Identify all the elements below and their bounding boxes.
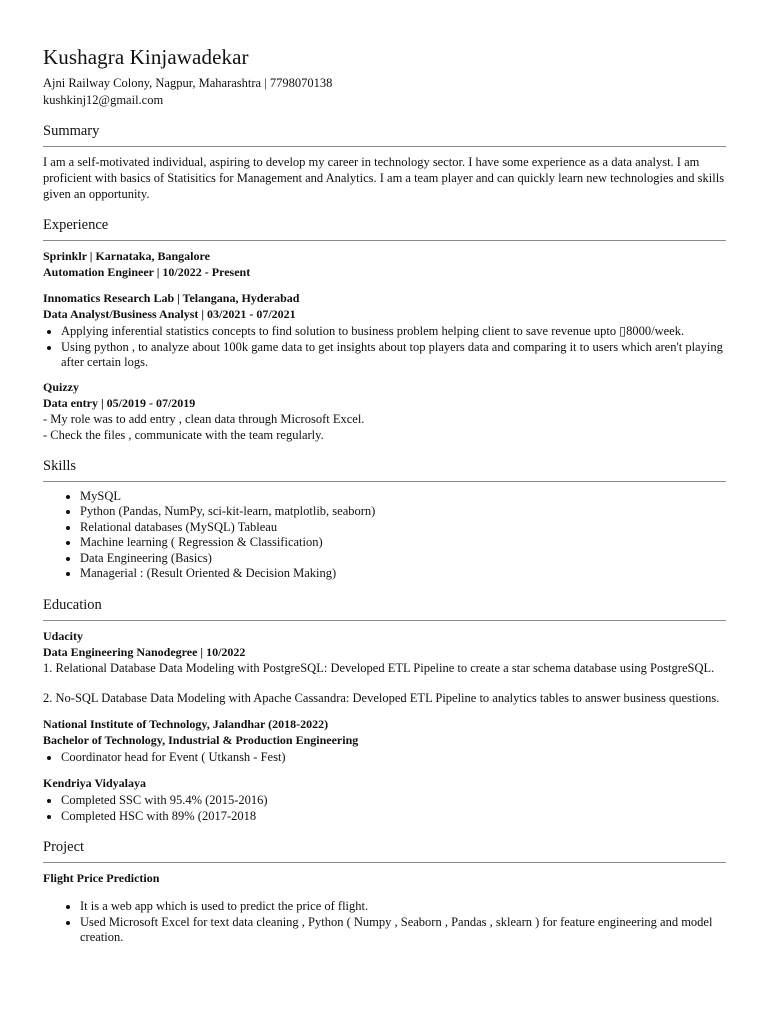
education-entry bbox=[43, 775, 726, 824]
job-company: Quizzy bbox=[43, 379, 79, 394]
project-heading: Project bbox=[43, 839, 85, 855]
education-bullet: • Completed SSC with 95.4% (2015-2016) bbox=[61, 793, 726, 809]
job-company: Sprinklr | Karnataka, Bangalore bbox=[43, 249, 210, 263]
degree-name: Bachelor of Technology, Industrial & Production Engineering bbox=[43, 732, 359, 747]
skills-list bbox=[43, 489, 726, 582]
education-section bbox=[43, 596, 726, 825]
project-bullet: • It is a web app which is used to predict the price of flight. bbox=[80, 899, 726, 915]
experience-section bbox=[43, 216, 726, 443]
candidate-name: Kushagra Kinjawadekar bbox=[43, 45, 249, 69]
education-bullets bbox=[43, 793, 726, 824]
job-line: - My role was to add entry , clean data through Microsoft Excel. bbox=[43, 411, 365, 426]
experience-heading: Experience bbox=[43, 217, 109, 233]
skill-item: • Python (Pandas, NumPy, sci-kit-learn, matplotlib, seaborn) bbox=[80, 504, 726, 520]
degree-name: Data Engineering Nanodegree | 10/2022 bbox=[43, 644, 246, 659]
section-divider bbox=[43, 481, 726, 482]
skill-item: • Managerial : (Result Oriented & Decision Making) bbox=[80, 566, 726, 582]
education-entry bbox=[43, 716, 726, 766]
contact-address: Ajni Railway Colony, Nagpur, Maharashtra | 7798070138 bbox=[43, 76, 333, 90]
section-divider bbox=[43, 146, 726, 147]
job-bullets bbox=[43, 324, 726, 371]
education-heading: Education bbox=[43, 596, 102, 613]
contact-email: kushkinj12@gmail.com bbox=[43, 93, 164, 107]
job-entry bbox=[43, 290, 726, 371]
skill-item: • Machine learning ( Regression & Classification) bbox=[80, 535, 726, 551]
education-line: 1. Relational Database Data Modeling with PostgreSQL: Developed ETL Pipeline to create a star schema database using PostgreSQL. bbox=[43, 660, 715, 675]
education-bullet: • Coordinator head for Event ( Utkansh - Fest) bbox=[61, 750, 726, 766]
education-line: 2. No-SQL Database Data Modeling with Apache Cassandra: Developed ETL Pipeline to analytics tables to answer business questions. bbox=[43, 690, 720, 705]
project-bullet: • Used Microsoft Excel for text data cleaning , Python ( Numpy , Seaborn , Pandas , sklearn ) for feature engineering and model creation. bbox=[80, 915, 726, 946]
job-line: - Check the files , communicate with the team regularly. bbox=[43, 427, 324, 442]
education-entry bbox=[43, 628, 726, 706]
project-name: Flight Price Prediction bbox=[43, 871, 160, 885]
job-role: Automation Engineer | 10/2022 - Present bbox=[43, 265, 251, 279]
section-divider bbox=[43, 620, 726, 621]
school-name: Kendriya Vidyalaya bbox=[43, 776, 147, 790]
skill-item: • Relational databases (MySQL) Tableau bbox=[80, 520, 726, 536]
project-bullets bbox=[43, 899, 726, 946]
job-role: Data Analyst/Business Analyst | 03/2021 - 07/2021 bbox=[43, 307, 296, 321]
school-name: Udacity bbox=[43, 628, 83, 643]
summary-heading: Summary bbox=[43, 123, 100, 139]
job-entry bbox=[43, 248, 726, 280]
job-role: Data entry | 05/2019 - 07/2019 bbox=[43, 395, 196, 410]
school-name: National Institute of Technology, Jalandhar (2018-2022) bbox=[43, 716, 329, 731]
summary-text: I am a self-motivated individual, aspiring to develop my career in technology sector. I have some experience as a data analyst. I am proficient with basics of Statisitics for Management and Analytics. I am a team player and can quickly learn new technologies and skills given an opportunity. bbox=[43, 155, 725, 201]
project-section bbox=[43, 838, 726, 946]
job-bullet: • Using python , to analyze about 100k game data to get insights about top players data and comparing it to users which aren't playing after certain logs. bbox=[61, 340, 726, 371]
skill-item: • Data Engineering (Basics) bbox=[80, 551, 726, 567]
summary-section bbox=[43, 122, 726, 202]
skills-heading: Skills bbox=[43, 457, 77, 474]
skills-section bbox=[43, 457, 726, 582]
skill-item: • MySQL bbox=[80, 489, 726, 505]
job-entry bbox=[43, 379, 726, 443]
job-company: Innomatics Research Lab | Telangana, Hyderabad bbox=[43, 291, 300, 305]
section-divider bbox=[43, 862, 726, 863]
section-divider bbox=[43, 240, 726, 241]
resume-page bbox=[43, 44, 726, 946]
education-bullet: • Completed HSC with 89% (2017-2018 bbox=[61, 809, 726, 825]
education-bullets bbox=[43, 750, 726, 766]
job-bullet: • Applying inferential statistics concepts to find solution to business problem helping client to save revenue upto ▯8000/week. bbox=[61, 324, 726, 340]
